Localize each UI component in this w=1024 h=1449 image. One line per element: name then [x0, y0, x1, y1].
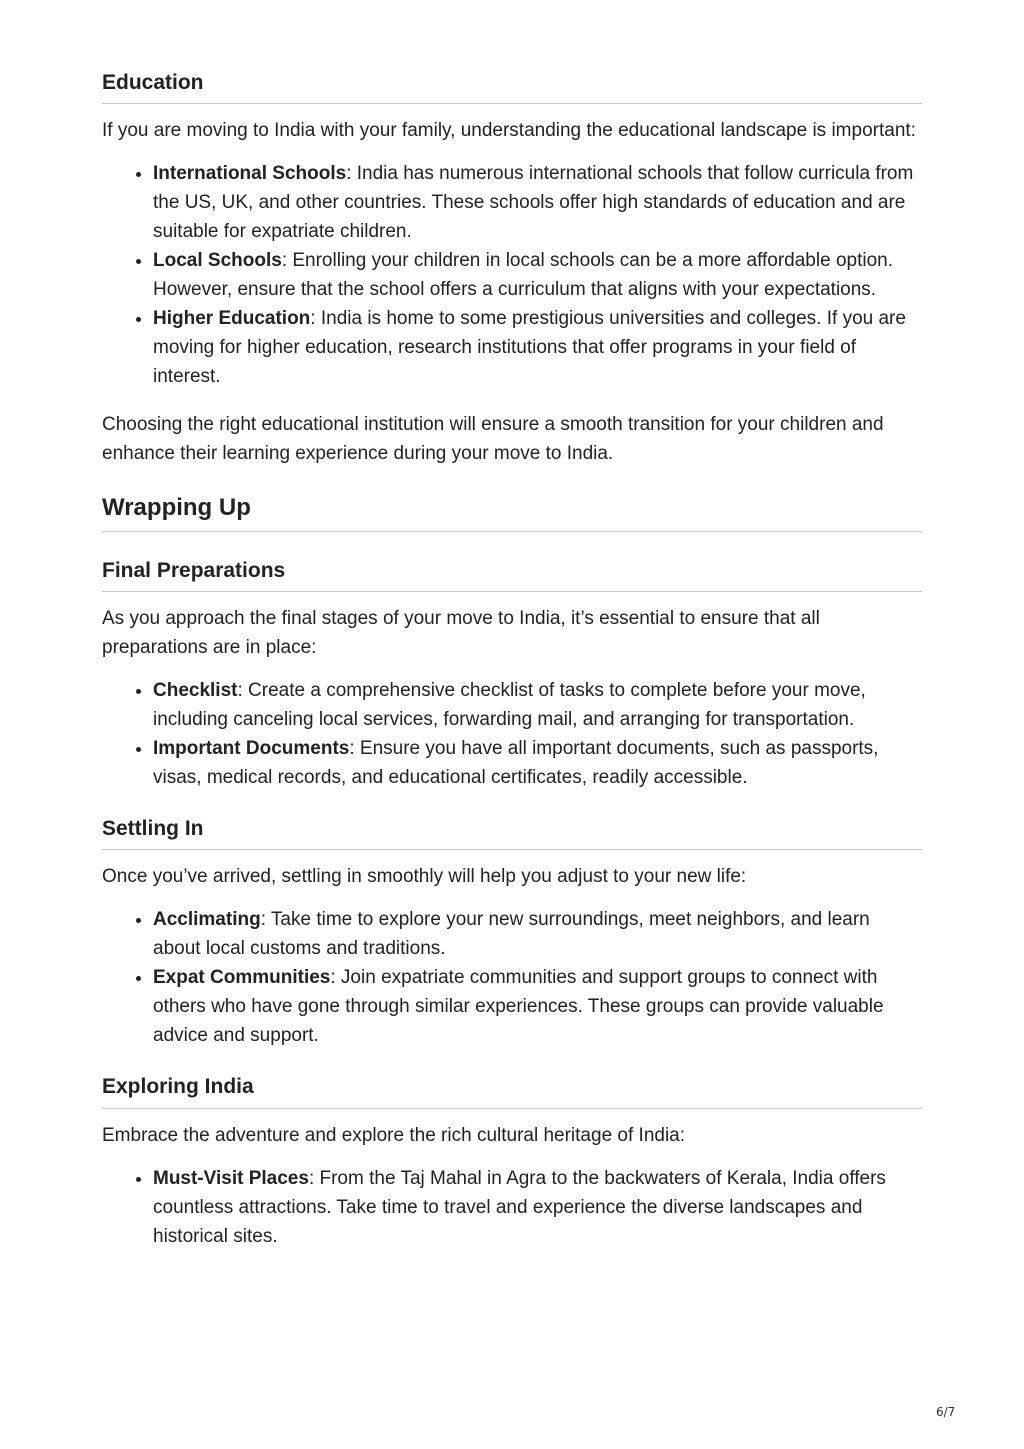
- list-item: [153, 159, 922, 246]
- section-heading-education: Education: [102, 70, 922, 104]
- list-item-term: International Schools: [153, 163, 347, 185]
- section-education: [102, 70, 922, 468]
- section-heading-wrapping-up: Wrapping Up: [102, 494, 922, 532]
- bullet-list-education: [102, 159, 922, 391]
- list-item-term: Important Documents: [153, 738, 350, 760]
- section-exploring-india: [102, 1074, 922, 1250]
- section-heading-exploring-india: Exploring India: [102, 1074, 922, 1108]
- section-settling-in: [102, 816, 922, 1050]
- list-item: [153, 304, 922, 391]
- bullet-list-settling-in: [102, 905, 922, 1050]
- section-intro-settling-in: Once you’ve arrived, settling in smoothly will help you adjust to your new life:: [102, 866, 747, 888]
- list-item-text: : Join expatriate communities and support groups to connect with others who have gone through similar experiences. These groups can provide valuable advice and support.: [153, 967, 884, 1047]
- list-item: [153, 246, 922, 304]
- section-final-preparations: [102, 558, 922, 792]
- list-item-term: Expat Communities: [153, 967, 331, 989]
- list-item-term: Must-Visit Places: [153, 1167, 309, 1189]
- list-item-text: : Enrolling your children in local schools can be a more affordable option. However, ensure that the school offers a curriculum that aligns with your expectations.: [153, 250, 893, 301]
- list-item-text: : From the Taj Mahal in Agra to the backwaters of Kerala, India offers countless attractions. Take time to travel and experience the diverse landscapes and historical sites.: [153, 1167, 886, 1247]
- section-intro-education: If you are moving to India with your family, understanding the educational landscape is important:: [102, 120, 916, 142]
- list-item-term: Checklist: [153, 680, 238, 702]
- list-item: [153, 1164, 922, 1251]
- bullet-list-exploring-india: [102, 1164, 922, 1251]
- section-heading-settling-in: Settling In: [102, 816, 922, 850]
- list-item: [153, 734, 922, 792]
- section-heading-final-preparations: Final Preparations: [102, 558, 922, 592]
- list-item-text: : India has numerous international schools that follow curricula from the US, UK, and other countries. These schools offer high standards of education and are suitable for expatriate children.: [153, 163, 914, 243]
- section-intro-exploring-india: Embrace the adventure and explore the rich cultural heritage of India:: [102, 1124, 686, 1146]
- list-item-text: : Ensure you have all important documents, such as passports, visas, medical records, and educational certificates, readily accessible.: [153, 738, 879, 789]
- section-outro-education: Choosing the right educational institution will ensure a smooth transition for your children and enhance their learning experience during your move to India.: [102, 414, 884, 465]
- list-item: [153, 676, 922, 734]
- list-item-text: : Take time to explore your new surroundings, meet neighbors, and learn about local customs and traditions.: [153, 909, 870, 960]
- section-intro-final-preparations: As you approach the final stages of your move to India, it’s essential to ensure that all preparations are in place:: [102, 608, 820, 659]
- list-item: [153, 963, 922, 1050]
- list-item-text: : India is home to some prestigious universities and colleges. If you are moving for higher education, research institutions that offer programs in your field of interest.: [153, 308, 906, 388]
- list-item-term: Local Schools: [153, 250, 282, 272]
- list-item-text: : Create a comprehensive checklist of tasks to complete before your move, including canceling local services, forwarding mail, and arranging for transportation.: [153, 680, 866, 731]
- list-item-term: Higher Education: [153, 308, 311, 330]
- list-item: [153, 905, 922, 963]
- bullet-list-final-preparations: [102, 676, 922, 792]
- section-wrapping-up: [102, 494, 922, 532]
- page-number: 6/7: [936, 1405, 956, 1419]
- list-item-term: Acclimating: [153, 909, 261, 931]
- document-page: [102, 70, 922, 1251]
